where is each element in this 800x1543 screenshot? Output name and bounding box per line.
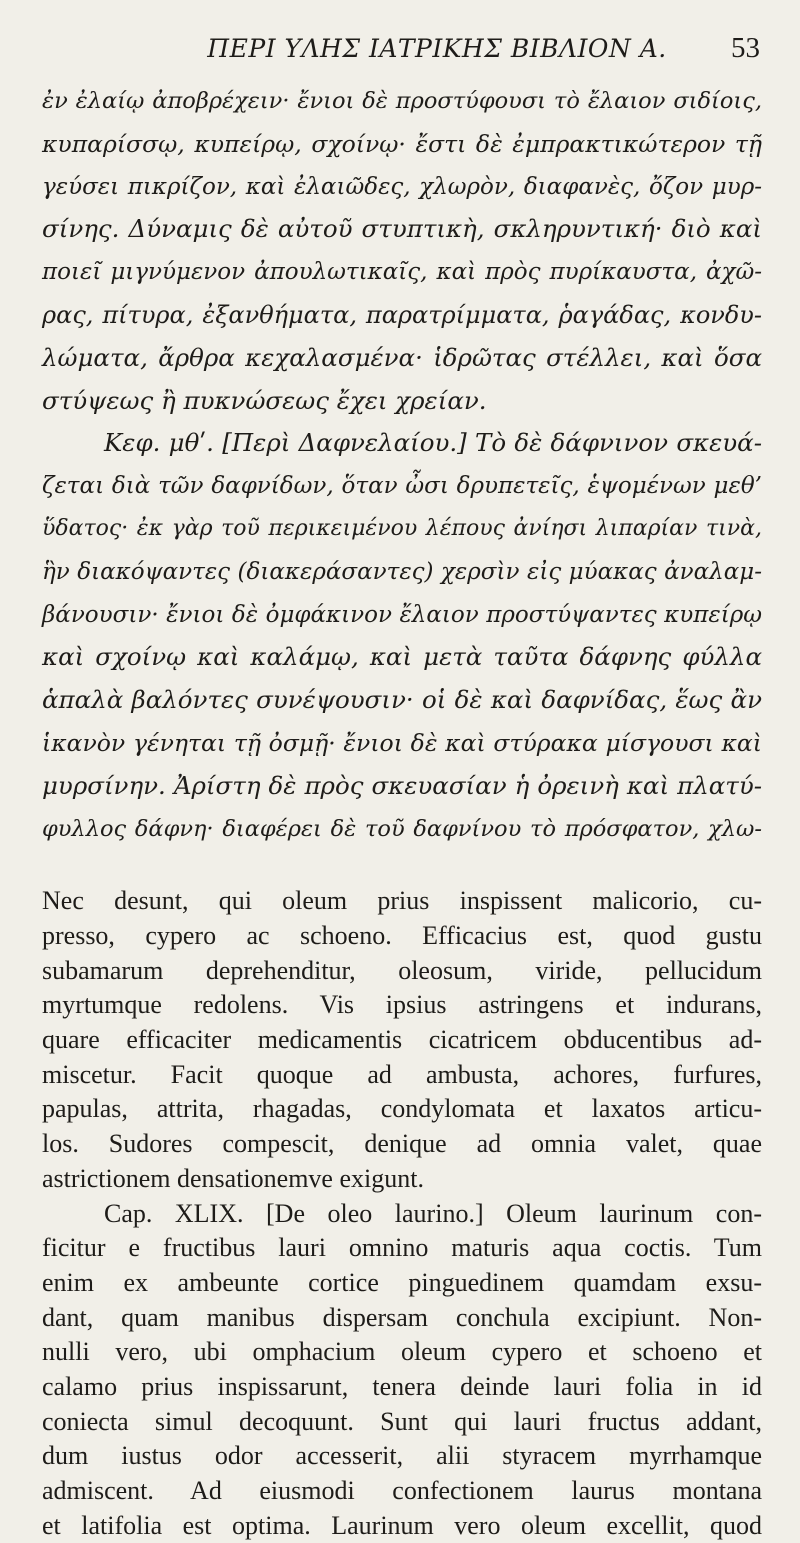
page-number: 53 (731, 32, 760, 64)
greek-line: ὕδατος· ἐκ γὰρ τοῦ περικειμένου λέπους ἀνίησι λιπαρίαν τινὰ, (42, 515, 762, 541)
latin-text-block (42, 884, 762, 1543)
latin-line: Nec desunt, qui oleum prius inspissent malicorio, cu- (42, 886, 762, 916)
greek-line: ἣν διακόψαντες (διακεράσαντες) χερσὶν εἰς μύακας ἀναλαμ- (42, 558, 762, 585)
greek-line: γεύσει πικρίζον, καὶ ἐλαιῶδες, χλωρὸν, διαφανὲς, ὄζον μυρ- (42, 173, 762, 200)
latin-line: los. Sudores compescit, denique ad omnia valet, quae (42, 1129, 762, 1159)
greek-line: ἐν ἐλαίῳ ἀποβρέχειν· ἔνιοι δὲ προστύφουσι τὸ ἔλαιον σιδίοις, (42, 88, 762, 114)
latin-line: enim ex ambeunte cortice pinguedinem quamdam exsu- (42, 1267, 762, 1297)
greek-line: μυρσίνην. Ἀρίστη δὲ πρὸς σκευασίαν ἡ ὀρεινὴ καὶ πλατύ- (42, 770, 762, 800)
page-header (42, 30, 762, 80)
latin-chapter-heading-line: Cap. XLIX. [De oleo laurino.] Oleum laurinum con- (104, 1198, 762, 1228)
latin-line: astrictionem densationemve exigunt. (42, 1163, 424, 1193)
greek-line: καὶ σχοίνῳ καὶ καλάμῳ, καὶ μετὰ ταῦτα δάφνης φύλλα (42, 642, 762, 672)
latin-line: quare efficaciter medicamentis cicatricem obducentibus ad- (42, 1025, 762, 1055)
greek-line: φυλλος δάφνη· διαφέρει δὲ τοῦ δαφνίνου τὸ πρόσφατον, χλω- (42, 815, 762, 842)
latin-line: papulas, attrita, rhagadas, condylomata et laxatos articu- (42, 1094, 762, 1124)
greek-line: ρας, πίτυρα, ἐξανθήματα, παρατρίμματα, ῥαγάδας, κονδυ- (42, 300, 762, 329)
latin-line: subamarum deprehenditur, oleosum, viride, pellucidum (42, 955, 762, 985)
latin-line: dum iustus odor accesserit, alii styracem myrrhamque (42, 1441, 762, 1471)
running-head: ΠΕΡΙ ΥΛΗΣ ΙΑΤΡΙΚΗΣ ΒΙΒΛΙΟΝ Α. (207, 34, 667, 63)
latin-line: nulli vero, ubi omphacium oleum cypero et schoeno et (42, 1337, 762, 1367)
latin-line: dant, quam manibus dispersam conchula excipiunt. Non- (42, 1302, 762, 1332)
greek-line: βάνουσιν· ἔνιοι δὲ ὀμφάκινον ἔλαιον προστύψαντες κυπείρῳ (42, 601, 762, 628)
latin-line: presso, cypero ac schoeno. Efficacius est, quod gustu (42, 921, 762, 951)
greek-line: κυπαρίσσῳ, κυπείρῳ, σχοίνῳ· ἔστι δὲ ἐμπρακτικώτερον τῇ (42, 129, 762, 158)
latin-line: ficitur e fructibus lauri omnino maturis aqua coctis. Tum (42, 1233, 762, 1263)
latin-line: miscetur. Facit quoque ad ambusta, achores, furfures, (42, 1059, 762, 1089)
greek-line: ἁπαλὰ βαλόντες συνέψουσιν· οἱ δὲ καὶ δαφνίδας, ἕως ἂν (42, 685, 762, 715)
greek-text-block (42, 80, 762, 850)
greek-chapter-heading-line: Κεφ. μθʹ. [Περὶ Δαφνελαίου.] Τὸ δὲ δάφνινον σκευά- (104, 428, 762, 458)
greek-line: ποιεῖ μιγνύμενον ἀπουλωτικαῖς, καὶ πρὸς πυρίκαυστα, ἀχῶ- (42, 259, 762, 286)
greek-line: λώματα, ἄρθρα κεχαλασμένα· ἱδρῶτας στέλλει, καὶ ὅσα (42, 342, 762, 372)
latin-line: et latifolia est optima. Laurinum vero oleum excellit, quod (42, 1510, 762, 1540)
latin-line: admiscent. Ad eiusmodi confectionem laurus montana (42, 1476, 762, 1506)
greek-line: σίνης. Δύναμις δὲ αὐτοῦ στυπτικὴ, σκληρυντική· διὸ καὶ (42, 214, 762, 244)
greek-line: ζεται διὰ τῶν δαφνίδων, ὅταν ὦσι δρυπετεῖς, ἑψομένων μεθ’ (42, 473, 762, 500)
greek-line: στύψεως ἢ πυκνώσεως ἔχει χρείαν. (42, 385, 487, 415)
greek-line: ἱκανὸν γένηται τῇ ὀσμῇ· ἔνιοι δὲ καὶ στύρακα μίσγουσι καὶ (42, 728, 762, 757)
latin-line: myrtumque redolens. Vis ipsius astringens et indurans, (42, 990, 762, 1020)
latin-line: coniecta simul decoquunt. Sunt qui lauri fructus addant, (42, 1406, 762, 1436)
latin-line: calamo prius inspissarunt, tenera deinde lauri folia in id (42, 1371, 762, 1401)
